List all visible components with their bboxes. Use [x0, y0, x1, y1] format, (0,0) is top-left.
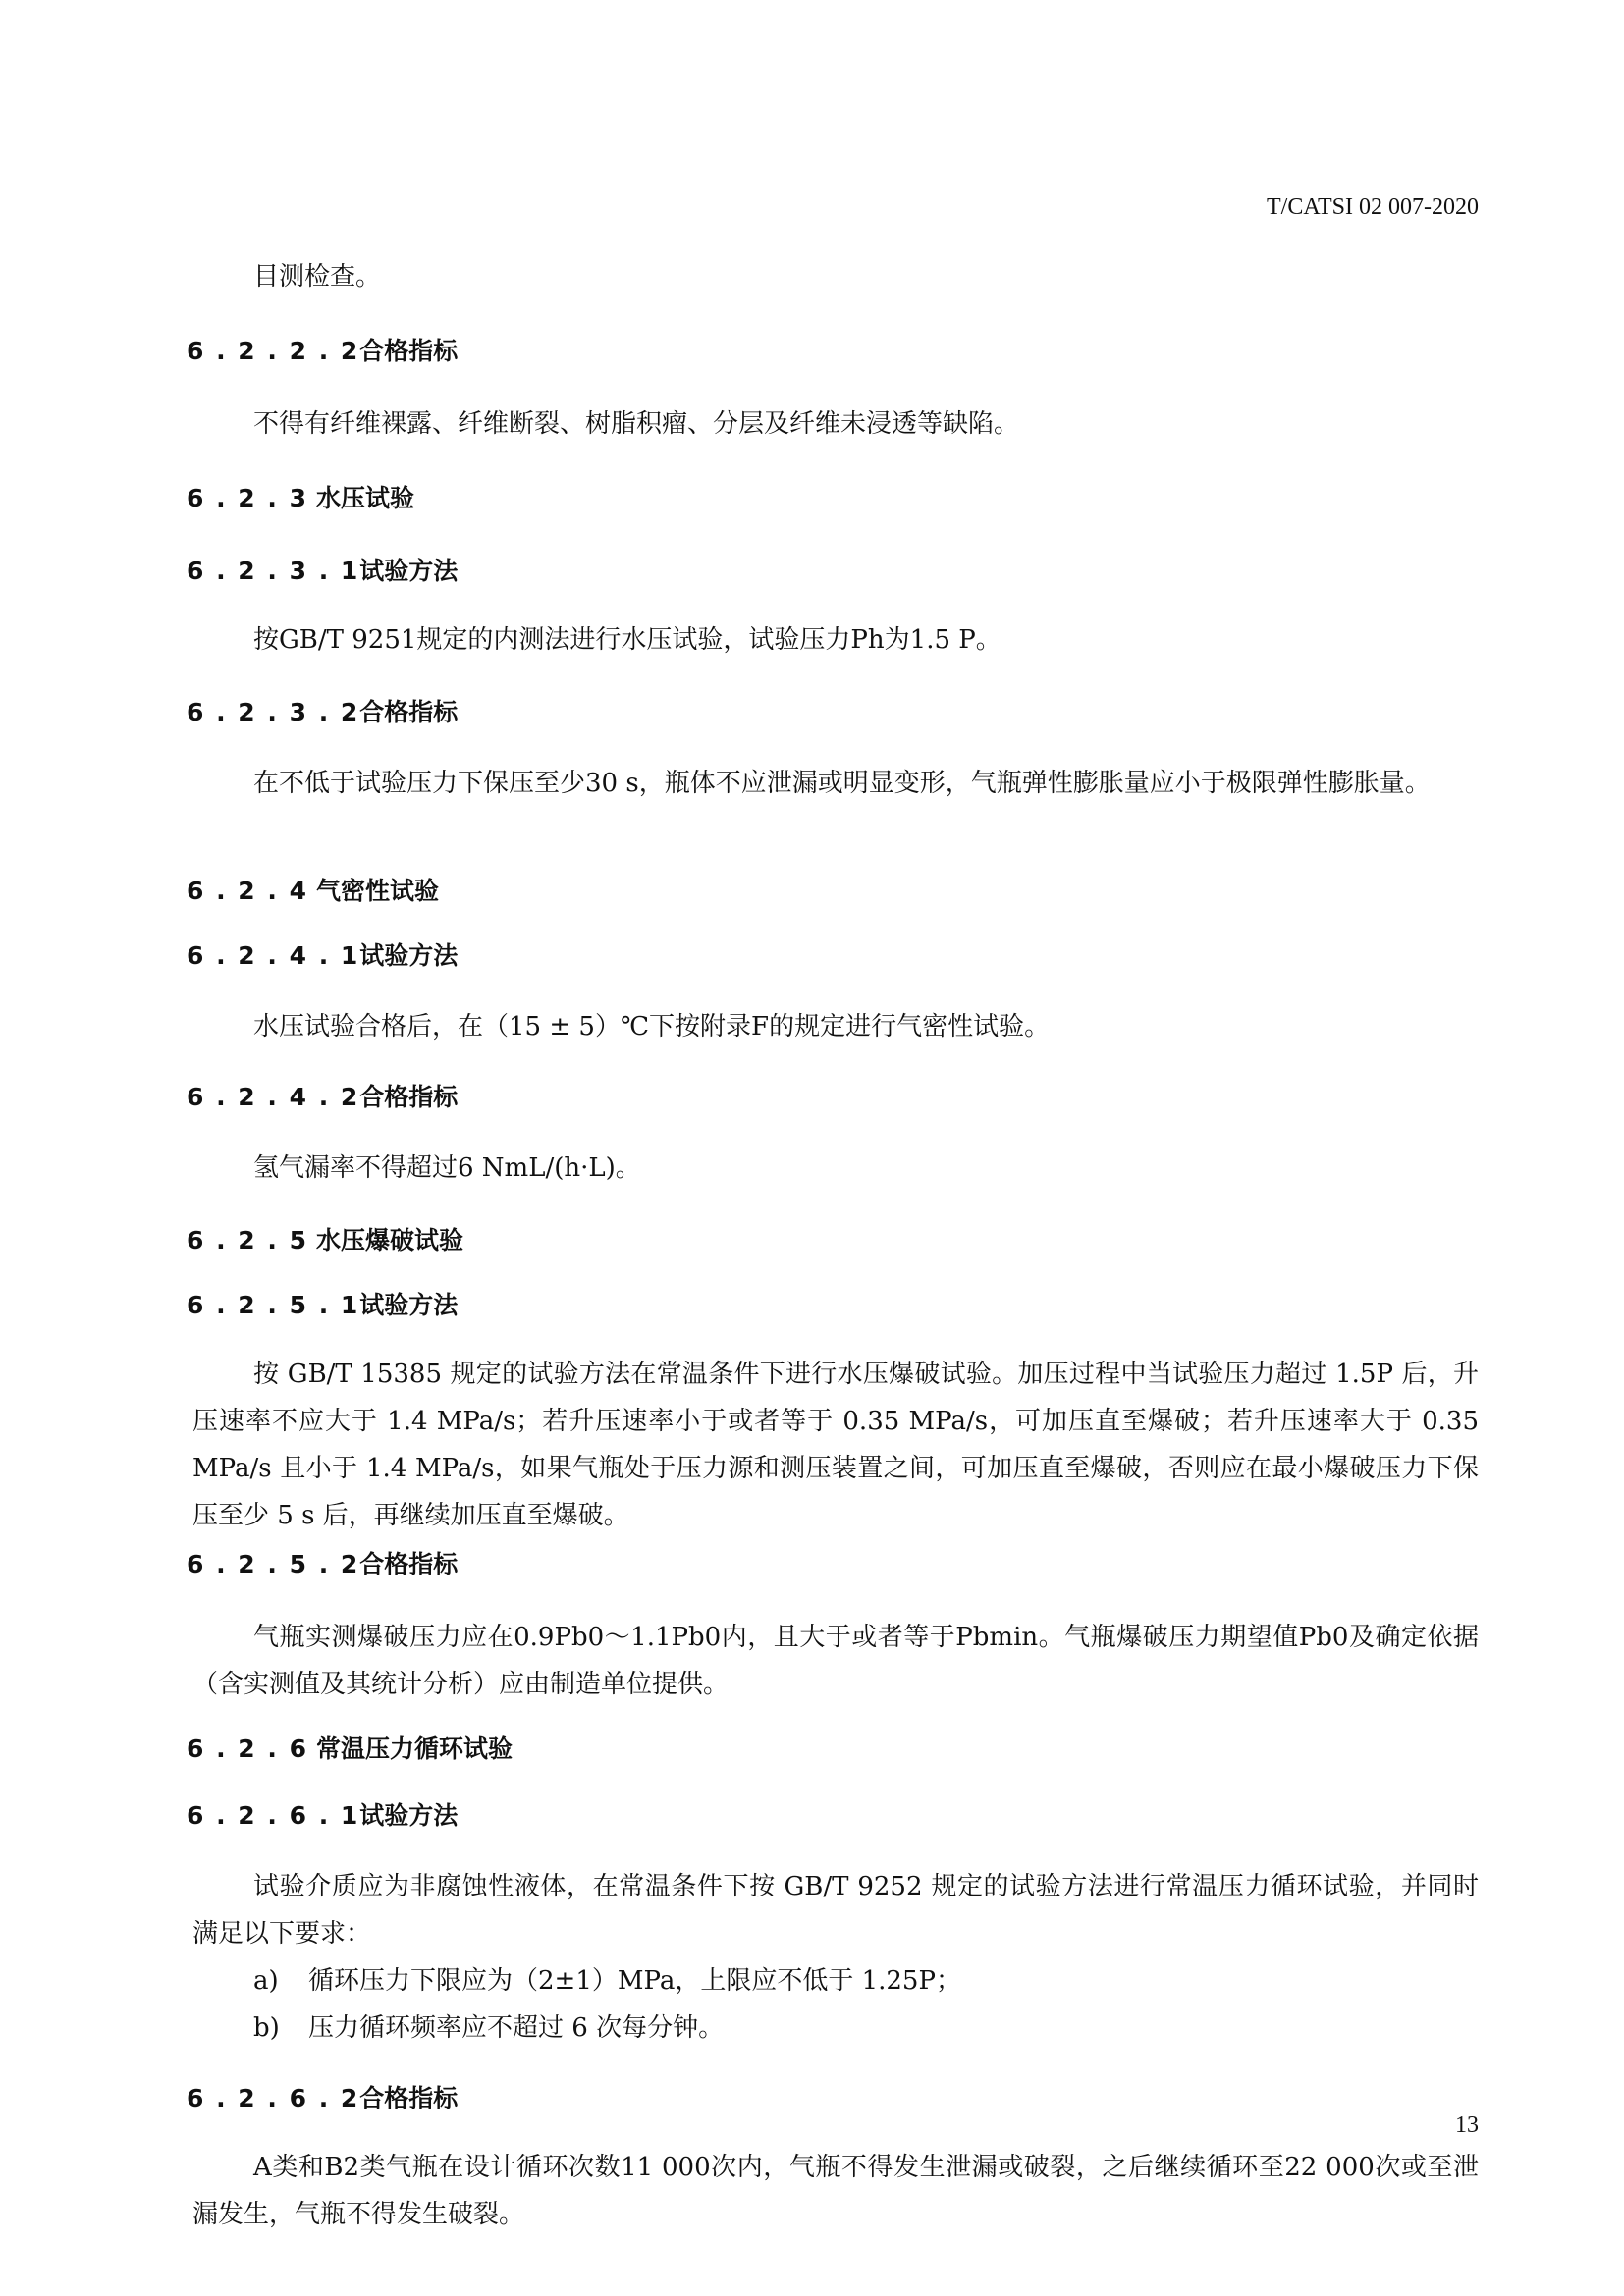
- section-number: 6 . 2 . 6: [187, 1735, 308, 1763]
- para-leak-method: 水压试验合格后，在（15 ± 5）℃下按附录F的规定进行气密性试验。: [253, 1012, 1051, 1041]
- section-number: 6 . 2 . 5: [187, 1226, 308, 1255]
- section-number: 6 . 2 . 2 . 2: [187, 337, 360, 365]
- heading-6-2-3-2: [187, 693, 1479, 728]
- heading-6-2-4-1: [187, 936, 1479, 972]
- heading-6-2-5: [187, 1221, 1479, 1256]
- section-number: 6 . 2 . 3: [187, 484, 308, 512]
- section-title: 水压爆破试验: [316, 1226, 464, 1255]
- section-title: 合格指标: [359, 2084, 459, 2112]
- section-title: 试验方法: [359, 557, 459, 585]
- section-title: 合格指标: [359, 337, 459, 365]
- heading-6-2-5-2: [187, 1545, 1479, 1580]
- section-title: 水压试验: [316, 484, 415, 512]
- para-hydro-method: 按GB/T 9251规定的内测法进行水压试验，试验压力Ph为1.5 P。: [253, 625, 1001, 655]
- section-title: 试验方法: [359, 1291, 459, 1319]
- para-cycle-criteria: A类和B2类气瓶在设计循环次数11 000次内，气瓶不得发生泄漏或破裂，之后继续循环至22 000次或至泄漏发生，气瓶不得发生破裂。: [192, 2153, 1479, 2229]
- heading-6-2-6-2: [187, 2079, 1479, 2114]
- para-visual-check: 目测检查。: [253, 262, 382, 292]
- list-item-a: [192, 1957, 1479, 2004]
- heading-6-2-6-1: [187, 1796, 1479, 1832]
- section-title: 合格指标: [359, 698, 459, 726]
- para-cycle-method: 试验介质应为非腐蚀性液体，在常温条件下按 GB/T 9252 规定的试验方法进行常温压力循环试验，并同时满足以下要求：: [192, 1872, 1479, 1949]
- heading-6-2-3: [187, 479, 1479, 514]
- section-number: 6 . 2 . 4 . 2: [187, 1083, 360, 1111]
- heading-6-2-4-2: [187, 1078, 1479, 1113]
- section-title: 试验方法: [359, 941, 459, 970]
- section-title: 合格指标: [359, 1550, 459, 1578]
- section-number: 6 . 2 . 5 . 2: [187, 1550, 360, 1578]
- section-number: 6 . 2 . 4: [187, 877, 308, 905]
- para-fiber-defects: 不得有纤维裸露、纤维断裂、树脂积瘤、分层及纤维未浸透等缺陷。: [253, 409, 1020, 439]
- list-text: 循环压力下限应为（2±1）MPa，上限应不低于 1.25P；: [308, 1966, 961, 1996]
- heading-6-2-4: [187, 872, 1479, 907]
- para-hydro-criteria: 在不低于试验压力下保压至少30 s，瓶体不应泄漏或明显变形，气瓶弹性膨胀量应小于极限弹性膨胀量。: [253, 769, 1431, 798]
- section-number: 6 . 2 . 5 . 1: [187, 1291, 360, 1319]
- section-number: 6 . 2 . 6 . 2: [187, 2084, 360, 2112]
- section-number: 6 . 2 . 4 . 1: [187, 941, 360, 970]
- document-code: T/CATSI 02 007-2020: [1267, 194, 1479, 220]
- para-burst-criteria: 气瓶实测爆破压力应在0.9Pb0～1.1Pb0内，且大于或者等于Pbmin。气瓶爆破压力期望值Pb0及确定依据（含实测值及其统计分析）应由制造单位提供。: [192, 1623, 1479, 1699]
- section-title: 气密性试验: [316, 877, 440, 905]
- para-leak-criteria: 氢气漏率不得超过6 NmL/(h·L)。: [253, 1153, 641, 1183]
- section-title: 试验方法: [359, 1801, 459, 1830]
- section-title: 常温压力循环试验: [316, 1735, 514, 1763]
- heading-6-2-2-2: [187, 332, 1479, 367]
- page-number: 13: [1455, 2112, 1479, 2138]
- section-title: 合格指标: [359, 1083, 459, 1111]
- list-marker: a): [253, 1966, 279, 1996]
- list-text: 压力循环频率应不超过 6 次每分钟。: [308, 2013, 725, 2043]
- heading-6-2-3-1: [187, 552, 1479, 587]
- section-number: 6 . 2 . 3 . 1: [187, 557, 360, 585]
- section-number: 6 . 2 . 6 . 1: [187, 1801, 360, 1830]
- list-item-b: [192, 2004, 1479, 2052]
- heading-6-2-6: [187, 1730, 1479, 1765]
- heading-6-2-5-1: [187, 1286, 1479, 1321]
- section-number: 6 . 2 . 3 . 2: [187, 698, 360, 726]
- para-burst-method: 按 GB/T 15385 规定的试验方法在常温条件下进行水压爆破试验。加压过程中当试验压力超过 1.5P 后，升压速率不应大于 1.4 MPa/s；若升压速率小于或者等于 0.35 MPa/s，可加压直至爆破；若升压速率大于 0.35 MPa/s 且小于 1.4 MPa/s，如果气瓶处于压力源和测压装置之间，可加压直至爆破，否则应在最小爆破压力下保压至少 5 s 后，再继续加压直至爆破。: [192, 1360, 1479, 1530]
- list-marker: b): [253, 2013, 280, 2043]
